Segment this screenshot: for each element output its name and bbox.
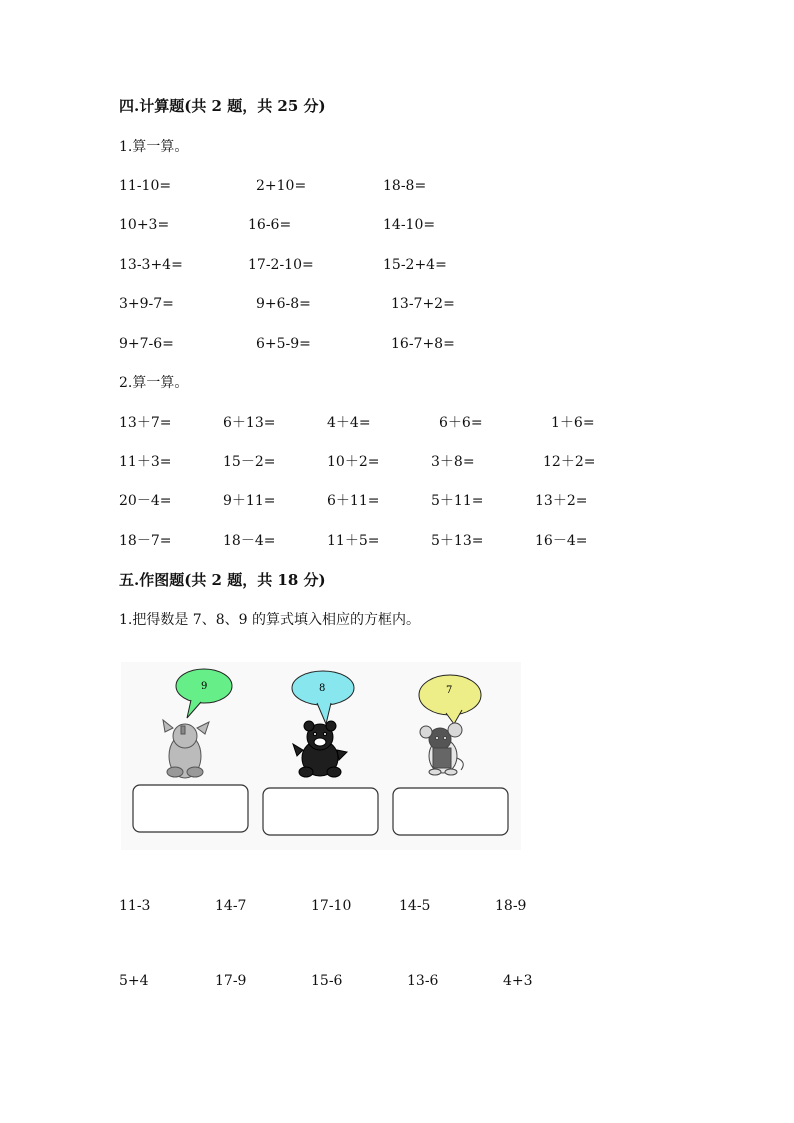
q2-cell: 6＋6=: [439, 415, 483, 431]
answer-box-9[interactable]: [133, 785, 248, 832]
expression-item[interactable]: 11-3: [119, 898, 151, 914]
q2-cell: 13＋2=: [535, 493, 588, 509]
q1-cell: 11-10=: [119, 178, 172, 194]
q1-cell: 16-6=: [248, 217, 292, 233]
q2-cell: 18－4=: [223, 533, 276, 549]
q2-cell: 15－2=: [223, 454, 276, 470]
speech-bubble-7: [419, 675, 481, 724]
q2-cell: 16－4=: [535, 533, 588, 549]
section5-title: 五.作图题(共 2 题，共 18 分): [119, 571, 326, 589]
q2-cell: 5＋13=: [431, 533, 484, 549]
q2-cell: 1＋6=: [551, 415, 595, 431]
q2-cell: 6＋13=: [223, 415, 276, 431]
answer-box-7[interactable]: [393, 788, 508, 835]
q2-cell: 9＋11=: [223, 493, 276, 509]
expression-item[interactable]: 17-10: [311, 898, 352, 914]
expression-item[interactable]: 14-5: [399, 898, 431, 914]
speech-bubble-8: [292, 671, 354, 724]
q2-cell: 6＋11=: [327, 493, 380, 509]
expression-item[interactable]: 17-9: [215, 973, 247, 989]
mouse-icon: [420, 723, 463, 775]
expression-item[interactable]: 18-9: [495, 898, 527, 914]
q1-cell: 17-2-10=: [248, 257, 314, 273]
q2-cell: 4＋4=: [327, 415, 371, 431]
q2-cell: 13＋7=: [119, 415, 172, 431]
q2-label: 2.算一算。: [119, 375, 189, 391]
q2-cell: 11＋5=: [327, 533, 380, 549]
q1-label: 1.算一算。: [119, 139, 189, 155]
bubble-label: 9: [201, 681, 208, 692]
q2-cell: 10＋2=: [327, 454, 380, 470]
q1-cell: 9+6-8=: [256, 296, 311, 312]
expression-item[interactable]: 15-6: [311, 973, 343, 989]
q2-cell: 11＋3=: [119, 454, 172, 470]
q1-cell: 18-8=: [383, 178, 427, 194]
bubble-label: 7: [446, 685, 453, 696]
speech-bubble-9: [176, 669, 232, 718]
q1-cell: 14-10=: [383, 217, 436, 233]
rabbit-icon: [163, 720, 209, 778]
q1-cell: 9+7-6=: [119, 336, 174, 352]
expression-item[interactable]: 13-6: [407, 973, 439, 989]
q2-cell: 20－4=: [119, 493, 172, 509]
expression-item[interactable]: 4+3: [503, 973, 533, 989]
q1-cell: 10+3=: [119, 217, 170, 233]
q1-cell: 13-7+2=: [391, 296, 455, 312]
answer-box-8[interactable]: [263, 788, 378, 835]
expression-item[interactable]: 5+4: [119, 973, 149, 989]
q5-1-label: 1.把得数是 7、8、9 的算式填入相应的方框内。: [119, 612, 420, 628]
q1-cell: 2+10=: [256, 178, 307, 194]
q1-cell: 6+5-9=: [256, 336, 311, 352]
q2-cell: 3＋8=: [431, 454, 475, 470]
matching-figure: [121, 662, 521, 850]
q2-cell: 18－7=: [119, 533, 172, 549]
expression-item[interactable]: 14-7: [215, 898, 247, 914]
q2-cell: 12＋2=: [543, 454, 596, 470]
section4-title: 四.计算题(共 2 题，共 25 分): [119, 97, 326, 115]
q2-cell: 5＋11=: [431, 493, 484, 509]
bubble-label: 8: [319, 683, 326, 694]
bear-icon: [293, 721, 347, 777]
q1-cell: 15-2+4=: [383, 257, 447, 273]
q1-cell: 3+9-7=: [119, 296, 174, 312]
q1-cell: 16-7+8=: [391, 336, 455, 352]
q1-cell: 13-3+4=: [119, 257, 183, 273]
